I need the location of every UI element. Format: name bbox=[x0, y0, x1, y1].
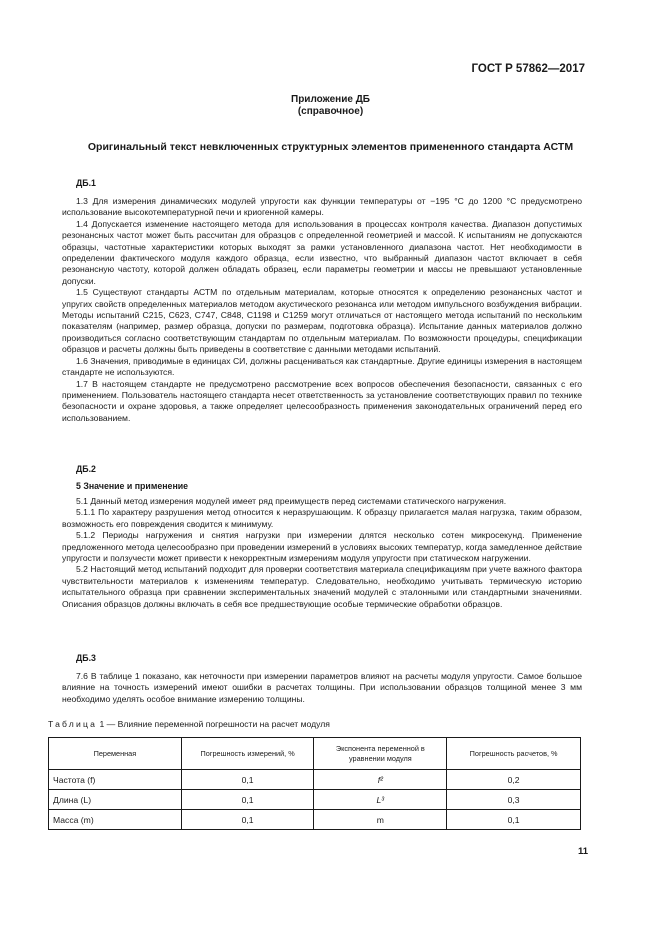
column-header: Переменная bbox=[49, 738, 182, 770]
modulus-error-table bbox=[48, 737, 581, 830]
paragraph: 1.6 Значения, приводимые в единицах СИ, должны расцениваться как стандартные. Другие единицы измерения в настоящем стандарте не используются. bbox=[62, 355, 582, 378]
column-header: Экспонента переменной в уравнении модуля bbox=[314, 738, 447, 770]
paragraph: 1.4 Допускается изменение настоящего метода для использования в процессах контроля качества. Диапазон допустимых резонансных частот может быть рассчитан для образцов с определенной геометрией и массой. К испытаниям не допускаются образцы, частотные характеристики которых выходят за рамки установленного диапазона частот. Нет необходимости в определении фактического модуля каждого образца, если известно, что выбранный диапазон частот включает в себя резонансную частоту, которой должен обладать образец, если параметры геометрии и массы не превышают установленные допуски. bbox=[62, 218, 582, 286]
document-title: Оригинальный текст невключенных структурных элементов примененного стандарта АСТМ bbox=[87, 141, 574, 153]
table-cell: 0,1 bbox=[181, 770, 314, 790]
table-cell: L³ bbox=[314, 790, 447, 810]
paragraph: 1.3 Для измерения динамических модулей упругости как функции температуры от −195 °С до 1200 °С предусмотрено использование высокотемпературной печи и криогенной камеры. bbox=[62, 196, 582, 218]
paragraph: 1.5 Существуют стандарты АСТМ по отдельным материалам, которые относятся к определению резонансных частот и упругих свойств определенных материалов методом акустического резонанса или методом импульсного возбуждения вибрации. Методы испытаний С215, С623, С747, С848, С1198 и С1259 могут отличаться от настоящего метода испытаний по нескольким показателям (например, размер образца, допуски по размерам, подготовка образца). Испытание данных материалов должно производиться согласно соответствующим стандартам по отдельным материалам. По возможности процедуры, спецификации образцов и расчеты должны быть приведены в соответствие с данными методами испытаний. bbox=[62, 287, 582, 355]
section-db1-body bbox=[62, 196, 582, 424]
table-caption-label: Таблица bbox=[48, 719, 98, 729]
table-cell: 0,1 bbox=[181, 810, 314, 830]
section-subheading: 5 Значение и применение bbox=[76, 481, 189, 491]
paragraph: 5.1.2 Периоды нагружения и снятия нагрузки при измерении длятся несколько сотен микросекунд. Применение предложенного метода целесообразно при проведении измерений в условиях высоких температур, когда замедленное действие упругости и ползучести может привести к некорректным измерениям модуля упругости при статическом нагружении. bbox=[62, 530, 582, 564]
table-header-row bbox=[49, 738, 581, 770]
page-number: 11 bbox=[577, 846, 588, 857]
column-header: Погрешность измерений, % bbox=[181, 738, 314, 770]
annex-title: Приложение ДБ bbox=[291, 94, 370, 105]
table-cell: Частота (f) bbox=[49, 770, 182, 790]
standard-number: ГОСТ Р 57862—2017 bbox=[471, 63, 585, 75]
column-header: Погрешность расчетов, % bbox=[447, 738, 581, 770]
table-cell: Длина (L) bbox=[49, 790, 182, 810]
section-db3-body bbox=[62, 671, 582, 705]
table-row bbox=[49, 790, 581, 810]
table-cell: 0,3 bbox=[447, 790, 581, 810]
paragraph: 5.1 Данный метод измерения модулей имеет ряд преимуществ перед системами статического нагружения. bbox=[76, 496, 507, 506]
table-cell: m bbox=[314, 810, 447, 830]
section-heading-db3: ДБ.3 bbox=[76, 653, 96, 663]
table-caption bbox=[48, 719, 330, 729]
table-cell: Масса (m) bbox=[49, 810, 182, 830]
table-caption-text: 1 — Влияние переменной погрешности на расчет модуля bbox=[97, 719, 330, 729]
section-db2-body bbox=[62, 496, 582, 610]
table-row bbox=[49, 810, 581, 830]
table-cell: 0,2 bbox=[447, 770, 581, 790]
table-cell: 0,1 bbox=[447, 810, 581, 830]
paragraph: 5.2 Настоящий метод испытаний подходит для проверки соответствия материала спецификациям при учете важного фактора чувствительности материалов к изменениям температур. Следовательно, необходимо учитывать термическую историю испытательного образца при сравнении экспериментальных значений модулей с эталонными или стандартными значениями. Описания образцов должны включать в себя все предшествующие особые термические обработки образцов. bbox=[62, 564, 582, 609]
table-cell: f² bbox=[314, 770, 447, 790]
section-heading-db1: ДБ.1 bbox=[76, 178, 96, 188]
annex-subtitle: (справочное) bbox=[297, 106, 364, 117]
paragraph: 5.1.1 По характеру разрушения метод относится к неразрушающим. К образцу прилагается малая нагрузка, таким образом, возможность его повреждения сводится к минимуму. bbox=[62, 507, 582, 529]
table-cell: 0,1 bbox=[181, 790, 314, 810]
section-heading-db2: ДБ.2 bbox=[76, 464, 96, 474]
paragraph: 1.7 В настоящем стандарте не предусмотрено рассмотрение всех вопросов обеспечения безопасности, связанных с его применением. Пользователь настоящего стандарта несет ответственность за установление соответствующих правил по технике безопасности и охране здоровья, а также определяет целесообразность применения законодательных ограничений перед его использованием. bbox=[62, 378, 582, 423]
paragraph: 7.6 В таблице 1 показано, как неточности при измерении параметров влияют на расчеты модуля упругости. Самое большое влияние на точность измерений имеют ошибки в расчетах толщины. При использовании образцов толщиной менее 3 мм необходимо уделять особое внимание измерению толщины. bbox=[62, 671, 582, 704]
table-row bbox=[49, 770, 581, 790]
